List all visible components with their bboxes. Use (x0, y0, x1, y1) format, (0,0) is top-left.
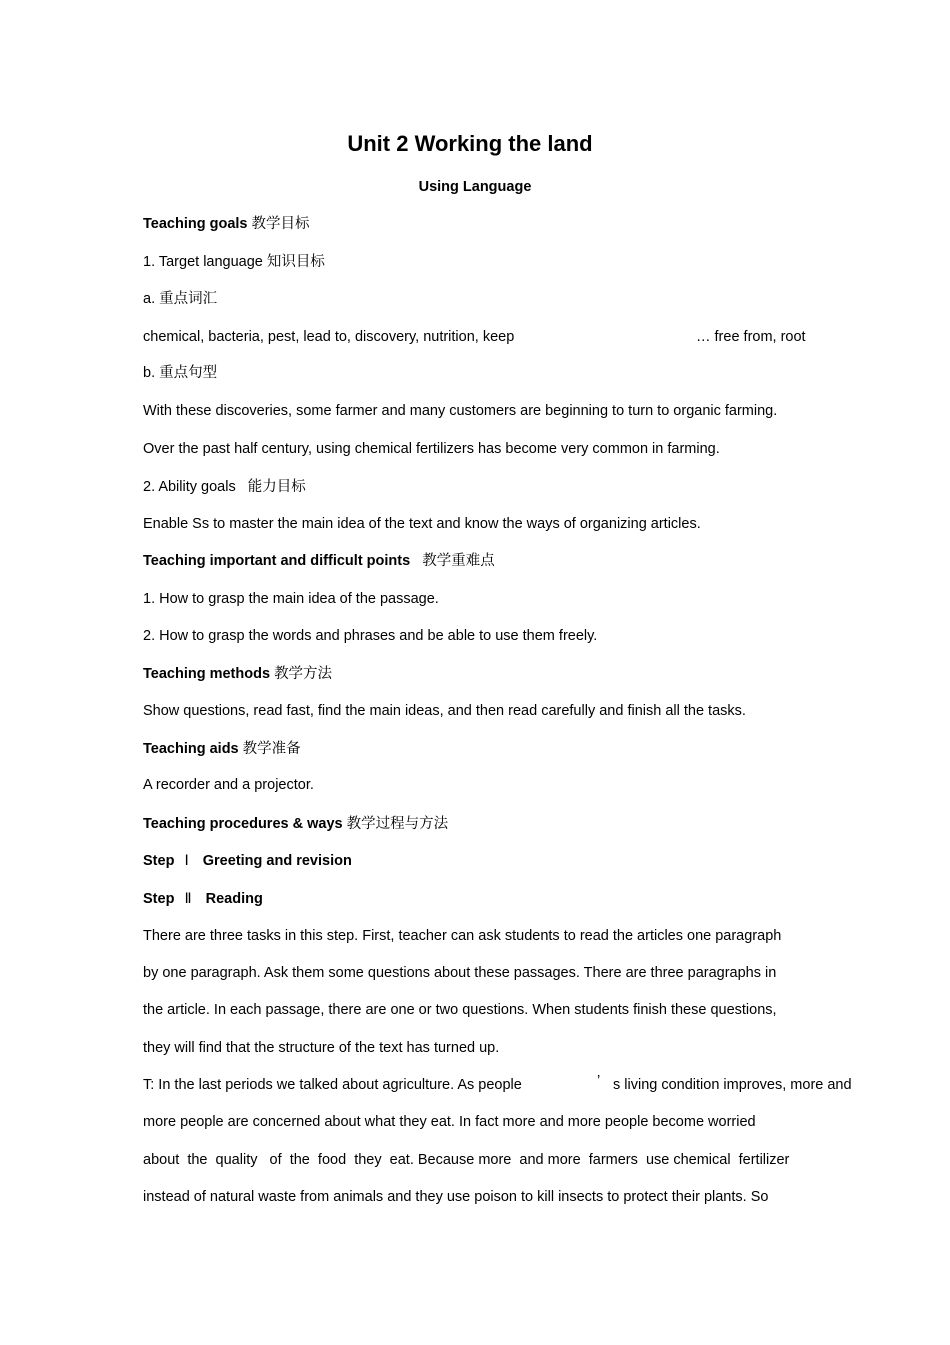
teacher-line: about the quality of the food they eat. Because more and more farmers use chemical fertilizer (143, 1152, 790, 1168)
points-heading (143, 552, 495, 570)
ability-goals-description: Enable Ss to master the main idea of the text and know the ways of organizing articles. (143, 516, 701, 532)
target-language-cn: 知识目标 (266, 254, 325, 270)
apostrophe-mark: ’ (597, 1073, 601, 1089)
sentence-label: b. (143, 365, 156, 381)
target-language-text: 1. Target language (143, 254, 263, 270)
teacher-line-start: T: In the last periods we talked about agriculture. As people (143, 1077, 522, 1093)
key-sentence-1: With these discoveries, some farmer and many customers are beginning to turn to organic farming. (143, 403, 778, 419)
step-2-title: Reading (205, 891, 263, 907)
aids-text: A recorder and a projector. (143, 777, 314, 793)
procedures-heading (143, 815, 448, 833)
key-sentence-2: Over the past half century, using chemical fertilizers has become very common in farming. (143, 441, 720, 457)
sentence-label-line (143, 364, 217, 382)
sentence-label-cn: 重点句型 (159, 365, 218, 381)
vocab-label-cn: 重点词汇 (159, 291, 218, 307)
points-heading-cn: 教学重难点 (422, 553, 495, 569)
teacher-line: more people are concerned about what they eat. In fact more and more people become worried (143, 1114, 756, 1130)
vocab-line-left: chemical, bacteria, pest, lead to, discovery, nutrition, keep (143, 329, 515, 345)
step-1-heading (143, 852, 352, 870)
aids-heading-text: Teaching aids (143, 741, 239, 757)
procedures-heading-text: Teaching procedures & ways (143, 816, 343, 832)
methods-heading-cn: 教学方法 (274, 666, 333, 682)
paragraph-line: the article. In each passage, there are one or two questions. When students finish these questions, (143, 1002, 777, 1018)
page-subtitle: Using Language (418, 179, 532, 195)
aids-heading-cn: 教学准备 (242, 741, 301, 757)
paragraph-line: by one paragraph. Ask them some questions about these passages. There are three paragraphs in (143, 965, 777, 981)
ability-goals-cn: 能力目标 (247, 479, 306, 495)
points-heading-text: Teaching important and difficult points (143, 553, 411, 569)
step-1-title: Greeting and revision (202, 853, 352, 869)
vocab-label-line (143, 290, 217, 308)
target-language-line (143, 253, 325, 271)
step-2-label: Step (143, 891, 175, 907)
goals-heading-text: Teaching goals (143, 216, 248, 232)
step-2-heading (143, 890, 263, 908)
methods-heading (143, 665, 332, 683)
methods-text: Show questions, read fast, find the main ideas, and then read carefully and finish all the tasks. (143, 703, 746, 719)
methods-heading-text: Teaching methods (143, 666, 271, 682)
step-1-number: Ⅰ (184, 853, 189, 869)
step-1-label: Step (143, 853, 175, 869)
goals-heading (143, 215, 310, 233)
paragraph-line: they will find that the structure of the text has turned up. (143, 1040, 500, 1056)
ability-goals-text: 2. Ability goals (143, 479, 236, 495)
procedures-heading-cn: 教学过程与方法 (346, 816, 449, 832)
paragraph-line: There are three tasks in this step. First, teacher can ask students to read the articles one paragraph (143, 928, 782, 944)
vocab-label: a. (143, 291, 156, 307)
goals-heading-cn: 教学目标 (251, 216, 310, 232)
vocab-line-right: … free from, root (696, 329, 806, 345)
point-item-2: 2. How to grasp the words and phrases and be able to use them freely. (143, 628, 598, 644)
ability-goals-line (143, 478, 306, 496)
aids-heading (143, 740, 301, 758)
page-title: Unit 2 Working the land (347, 131, 593, 156)
teacher-line-end: s living condition improves, more and (613, 1077, 852, 1093)
point-item-1: 1. How to grasp the main idea of the passage. (143, 591, 439, 607)
teacher-line: instead of natural waste from animals and they use poison to kill insects to protect their plants. So (143, 1189, 769, 1205)
step-2-number: Ⅱ (184, 891, 192, 907)
